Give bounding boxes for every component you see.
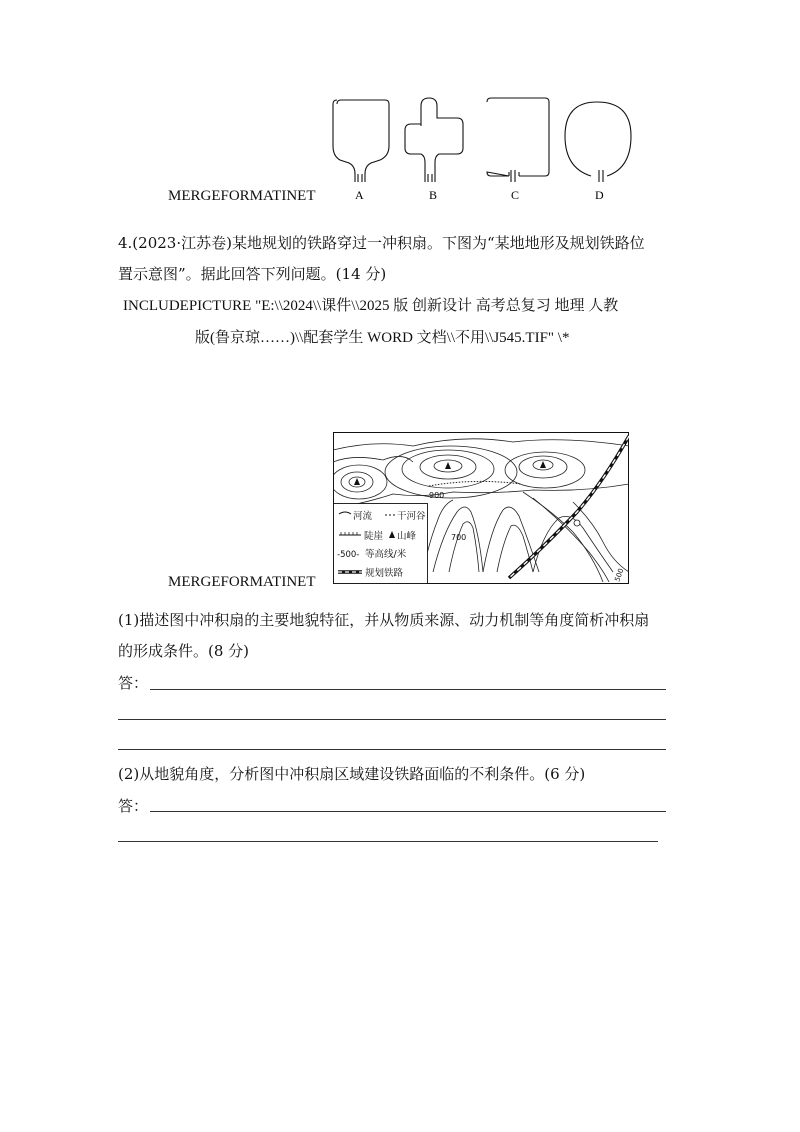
merge-field-code-top: MERGEFORMATINET <box>168 188 316 204</box>
answer-label-2: 答： <box>118 797 149 815</box>
answer-line-1b[interactable] <box>118 719 666 720</box>
sub-question-2-line-1: (2)从地貌角度，分析图中冲积扇区域建设铁路面临的不利条件。(6 分) <box>118 765 586 783</box>
shape-options-figure <box>325 96 645 206</box>
answer-line-1a[interactable] <box>150 689 666 690</box>
shape-a <box>333 100 389 182</box>
contour-label-900: 900 <box>429 491 445 500</box>
question-stem-line-1: 4.(2023·江苏卷)某地规划的铁路穿过一冲积扇。下图为“某地地形及规划铁路位 <box>118 234 645 252</box>
legend-contour: 等高线/米 <box>365 549 407 560</box>
answer-line-2a[interactable] <box>150 811 666 812</box>
legend-contour-sample: -500- <box>337 550 360 560</box>
merge-field-code-map: MERGEFORMATINET <box>168 574 316 590</box>
sub-question-1-line-1: (1)描述图中冲积扇的主要地貌特征，并从物质来源、动力机制等角度简析冲积扇 <box>118 611 650 629</box>
shape-d <box>565 102 631 182</box>
legend-cliff: 陡崖 <box>364 531 384 542</box>
answer-line-1c[interactable] <box>118 749 666 750</box>
legend-river: 河流 <box>353 511 373 522</box>
question-stem-line-2: 置示意图”。据此回答下列问题。(14 分) <box>118 265 387 283</box>
include-picture-line-2: 版(鲁京琼……)\\配套学生 WORD 文档\\不用\\J545.TIF" \* <box>195 330 570 346</box>
legend-dry-valley: 干河谷 <box>397 511 426 522</box>
shape-label-c: C <box>511 188 520 202</box>
shape-label-d: D <box>595 188 604 202</box>
shape-label-a: A <box>355 188 364 202</box>
sub-question-1-line-2: 的形成条件。(8 分) <box>118 642 250 660</box>
legend-railway: 规划铁路 <box>365 568 404 579</box>
answer-label-1: 答： <box>118 674 149 692</box>
contour-label-500: 500 <box>613 567 626 583</box>
shape-label-b: B <box>429 188 438 202</box>
shape-c <box>487 98 549 176</box>
contour-label-700: 700 <box>451 533 467 542</box>
topographic-map <box>333 432 629 584</box>
answer-line-2b[interactable] <box>118 841 658 842</box>
shape-b <box>405 98 463 182</box>
legend-peak: 山峰 <box>397 531 417 542</box>
include-picture-line-1: INCLUDEPICTURE "E:\\2024\\课件\\2025 版 创新设计 高考总复习 地理 人教 <box>123 298 619 314</box>
